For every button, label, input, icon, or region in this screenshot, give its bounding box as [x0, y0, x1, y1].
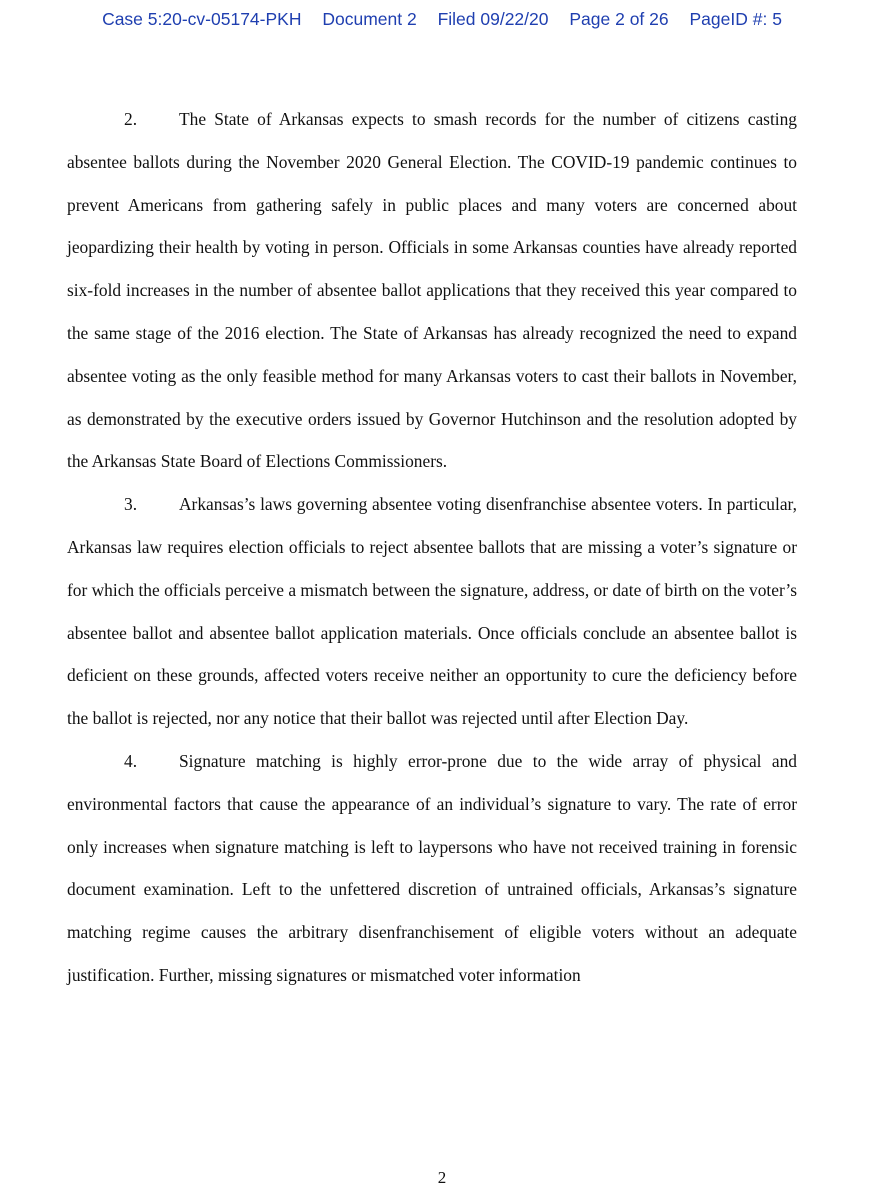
paragraph-text: Arkansas’s laws governing absentee voting disenfranchise absentee voters. In particular, Arkansas law requires election officials to reject absentee ballots that are missing a voter’s signature or for which the officials perceive a mismatch between the signature, address, or date of birth on the voter’s absentee ballot and absentee ballot application materials. Once officials conclude an absentee ballot is deficient on these grounds, affected voters receive neither an opportunity to cure the deficiency before the ballot is rejected, nor any notice that their ballot was rejected until after Election Day. — [67, 494, 797, 729]
paragraph-text: The State of Arkansas expects to smash records for the number of citizens casting absentee ballots during the November 2020 General Election. The COVID-19 pandemic continues to prevent Americans from gathering safely in public places and many voters are concerned about jeopardizing their health by voting in person. Officials in some Arkansas counties have already reported six-fold increases in the number of absentee ballot applications that they received this year compared to the same stage of the 2016 election. The State of Arkansas has already recognized the need to expand absentee voting as the only feasible method for many Arkansas voters to cast their ballots in November, as demonstrated by the executive orders issued by Governor Hutchinson and the resolution adopted by the Arkansas State Board of Elections Commissioners. — [67, 109, 797, 472]
paragraph-2 — [67, 98, 797, 483]
case-number: Case 5:20-cv-05174-PKH — [102, 9, 302, 29]
page-number: 2 — [437, 1168, 447, 1187]
document-number: Document 2 — [322, 9, 417, 29]
page-count: Page 2 of 26 — [569, 9, 669, 29]
paragraph-text: Signature matching is highly error-prone due to the wide array of physical and environmental factors that cause the appearance of an individual’s signature to vary. The rate of error only increases when signature matching is left to laypersons who have not received training in forensic document examination. Left to the unfettered discretion of untrained officials, Arkansas’s signature matching regime causes the arbitrary disenfranchisement of eligible voters without an adequate justification. Further, missing signatures or mismatched voter information — [67, 750, 797, 985]
filed-date: Filed 09/22/20 — [437, 9, 549, 29]
paragraph-number: 4. — [124, 750, 138, 771]
paragraph-4 — [67, 740, 797, 997]
case-header — [0, 9, 884, 30]
paragraph-3 — [67, 483, 797, 740]
paragraph-number: 3. — [124, 494, 138, 515]
paragraph-number: 2. — [124, 109, 138, 129]
page-id: PageID #: 5 — [689, 9, 782, 29]
document-body — [67, 98, 797, 997]
